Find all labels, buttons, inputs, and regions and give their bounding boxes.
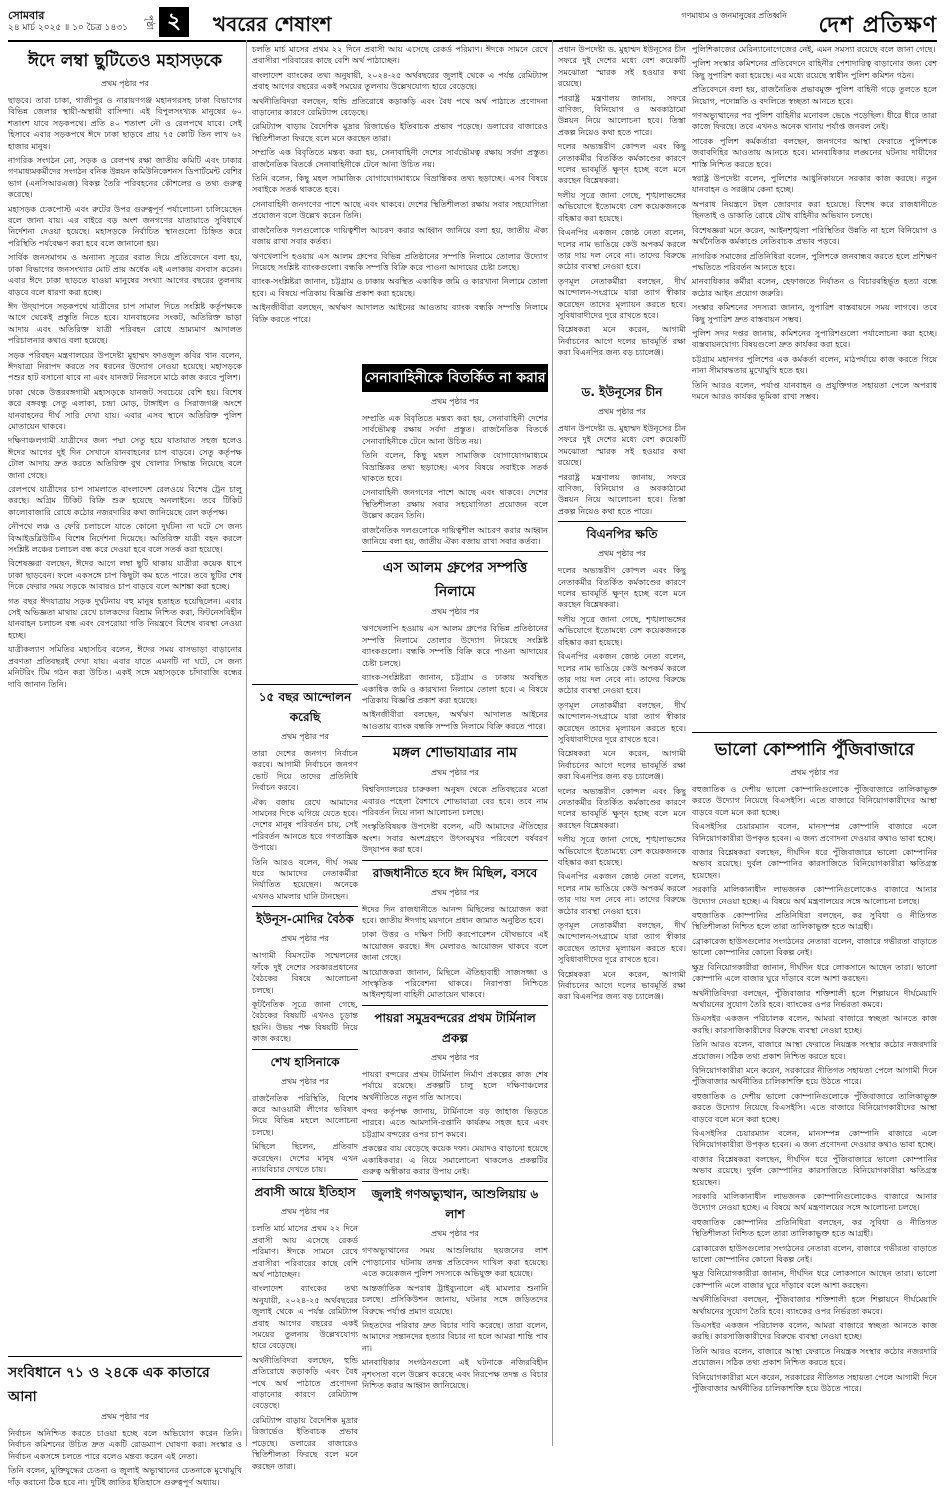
masthead — [8, 6, 937, 42]
masthead-date-text: ২৪ মার্চ ২০২৫ ॥ ১০ চৈত্র ১৪৩১ — [8, 23, 128, 33]
paragraph: পররাষ্ট্র মন্ত্রণালয় জানায়, সফরে বাণিজ্য, বিনিয়োগ ও অবকাঠামো উন্নয়ন নিয়ে আলোচনা হবে। তিস্তা প্রকল্প নিয়েও কথা হতে পারে। — [558, 471, 686, 516]
paragraph: চলতি মার্চ মাসের প্রথম ২২ দিনে প্রবাসী আয় এসেছে রেকর্ড পরিমাণ। ঈদকে সামনে রেখে প্রবাসীরা পরিবারের কাছে বেশি অর্থ পাঠাচ্ছেন। — [252, 44, 548, 66]
byline: প্রথম পৃষ্ঠার পর — [281, 934, 329, 944]
article-body — [362, 1245, 548, 1391]
article-body — [558, 565, 686, 782]
newspaper-logo: দেশ প্রতিক্ষণ — [818, 13, 937, 38]
paragraph: ডিএসইর একজন পরিচালক বলেন, আমরা বাজারে স্বচ্ছতা আনতে কাজ করছি। কারসাজিকারীদের বিরুদ্ধে ব্যবস্থা নেওয়া হচ্ছে। — [692, 1013, 937, 1035]
paragraph: ক্ষুদ্র বিনিয়োগকারীরা জানান, দীর্ঘদিন ধরে লোকসানে আছেন তারা। ভালো কোম্পানি এলে বাজার ঘুরে দাঁড়াবে বলে আশা করছেন। — [692, 961, 937, 984]
headline: পায়রা সমুদ্রবন্দরের প্রথম টার্মিনাল প্রকল্প — [374, 1010, 536, 1045]
paragraph: গত বছর ঈদযাত্রায় সড়ক দুর্ঘটনায় বহু মানুষ হতাহত হয়েছিলেন। এবার সেই অভিজ্ঞতা মাথায় রেখে চালকদের বিশ্রাম নিশ্চিত করা, ফিটনেসবিহীন যানবাহন চলাচল বন্ধ এবং বেপরোয়া গতি নিয়ন্ত্রণে বিশেষ ব্যবস্থা নেওয়া হচ্ছে। — [8, 595, 242, 640]
section-title: খবরের শেষাংশ — [213, 12, 332, 36]
paragraph: পুলিশিকাজের মেরিন্যানোগেজের নেই, এমন সমস্যা রয়েছে বলে জানা গেছে। — [692, 44, 936, 54]
paragraph: সম্প্রতি এক বিবৃতিতে মন্তব্য করা হয়, সেনাবাহিনী দেশের সার্বভৌমত্ব রক্ষায় সর্বদা প্রস্তুত। রাজনৈতিক বিতর্কে সেনাবাহিনীকে টেনে আনা উচিত নয়। — [252, 147, 548, 169]
paragraph: বিএনপির একজন জ্যেষ্ঠ নেতা বলেন, দলের নাম ভাঙিয়ে কেউ অপকর্ম করলে তার দায় দল নেবে না। তাদের বিরুদ্ধে কঠোর ব্যবস্থা নেওয়া হবে। — [558, 871, 686, 916]
masthead-day: সোমবার — [8, 9, 45, 22]
paragraph: তিনি আরও বলেন, পর্যাপ্ত যানবাহন ও প্রযুক্তিগত সহায়তা পেলে অপরাধ দমনে আরও কার্যকর ভূমিকা রাখা সম্ভব। — [692, 379, 937, 401]
byline: প্রথম পৃষ্ঠার পর — [790, 768, 839, 777]
article-s-alam — [362, 551, 548, 732]
byline: প্রথম পৃষ্ঠার পর — [431, 397, 479, 406]
paragraph: রাজনৈতিক দলগুলোকে দায়িত্বশীল আচরণ করার আহ্বান জানিয়ে বলা হয়, জাতীয় ঐক্য বজায় রাখা সবার কর্তব্য। — [362, 524, 548, 547]
paragraph: বন্দর কর্তৃপক্ষ জানায়, টার্মিনালে বড় জাহাজ ভিড়তে পারবে। এতে আমদানি-রপ্তানি কার্যক্রম সহজ হবে এবং চট্টগ্রাম বন্দরের ওপর চাপ কমবে। — [362, 1106, 548, 1139]
article-july — [362, 1181, 548, 1391]
paragraph: আগামী বিমসটেক সম্মেলনের ফাঁকে দুই দেশের সরকারপ্রধানের বৈঠকের বিষয়ে আলোচনা চলছে। — [252, 950, 358, 995]
paragraph: বিশ্লেষকরা মনে করেন, আগামী নির্বাচনের আগে দলের ভাবমূর্তি রক্ষা করা বিএনপির জন্য বড় চ্যালেঞ্জ। — [558, 748, 686, 782]
paragraph: রাজনৈতিক পরিস্থিতি, বিশেষ করে আওয়ামী লীগের ভবিষ্যৎ নিয়ে বিভিন্ন মহলে আলোচনা চলছে। — [252, 1092, 358, 1137]
article-eid-rally — [362, 860, 548, 1001]
byline: প্রথম পৃষ্ঠার পর — [598, 407, 646, 416]
article-body — [692, 44, 937, 402]
paragraph: যাত্রীকল্যাণ সমিতির মহাসচিব বলেন, ঈদের সময় বাসভাড়া বাড়ানোর প্রবণতা প্রতিবছরই দেখা যায়। এবার যাতে এমনটি না ঘটে, সে জন্য মনিটরিং টিম গঠন করা উচিত। একই সঙ্গে মহাসড়কে চাঁদাবাজি বন্ধের দাবি জানান তিনি। — [8, 644, 242, 689]
byline: প্রথম পৃষ্ঠার পর — [431, 768, 479, 778]
headline: মঙ্গল শোভাযাত্রার নাম — [392, 745, 518, 762]
paragraph: ব্যাংক-সংশ্লিষ্টরা জানান, চট্টগ্রাম ও ঢাকায় অবস্থিত একাধিক জমি ও কারখানা নিলামে তোলা হবে। এ বিষয়ে পত্রিকায় বিজ্ঞপ্তি প্রকাশ করা হয়েছে। — [252, 276, 548, 298]
paragraph: দলীয় সূত্রে জানা গেছে, শৃঙ্খলাভঙ্গের অভিযোগে ইতোমধ্যে বেশ কয়েকজনকে বহিষ্কার করা হয়েছে। — [558, 834, 686, 867]
paragraph: ঋণখেলাপি হওয়ায় এস আলম গ্রুপের বিভিন্ন প্রতিষ্ঠানের সম্পত্তি নিলামে তোলার উদ্যোগ নিয়েছে সংশ্লিষ্ট ব্যাংকগুলো। বন্ধকি সম্পত্তি বিক্রি করে পাওনা আদায়ের চেষ্টা চলছে। — [362, 623, 548, 668]
article-remittance — [252, 1179, 358, 1472]
paragraph: বিশেষজ্ঞরা মনে করেন, আইনশৃঙ্খলা পরিস্থিতির উন্নতি না হলে বিনিয়োগ ও অর্থনৈতিক কর্মকাণ্ডে নেতিবাচক প্রভাব পড়বে। — [692, 224, 937, 247]
article-payra — [362, 1005, 548, 1178]
paragraph: ঢাকা উত্তর ও দক্ষিণ সিটি করপোরেশন যৌথভাবে এই আয়োজন করছে। ঈদ মেলারও আয়োজন থাকবে বলে জানা গেছে। — [362, 929, 548, 963]
paragraph: আন্তর্জাতিক অপরাধ ট্রাইব্যুনালে এই মামলার শুনানি চলছে। প্রসিকিউশন জানায়, ঘটনার সঙ্গে জড়িতদের বিরুদ্ধে পর্যাপ্ত প্রমাণ রয়েছে। — [362, 1282, 548, 1316]
headline: ১৫ বছর আন্দোলন করেছি — [258, 690, 352, 724]
paragraph: ব্যাংক-সংশ্লিষ্টরা জানান, চট্টগ্রাম ও ঢাকায় অবস্থিত একাধিক জমি ও কারখানা নিলামে তোলা হবে। এ বিষয়ে পত্রিকায় বিজ্ঞপ্তি প্রকাশ করা হয়েছে। — [362, 672, 548, 705]
article-body — [362, 413, 548, 547]
column-divider — [246, 40, 247, 1446]
article-body — [692, 1091, 937, 1395]
paragraph: সেনাবাহিনী জনগণের পাশে আছে এবং থাকবে। দেশের স্থিতিশীলতা রক্ষায় সবার সহযোগিতা প্রয়োজন বলে উল্লেখ করেন তিনি। — [362, 487, 548, 521]
paragraph: বাজার বিশ্লেষকরা বলছেন, দীর্ঘদিন ধরে পুঁজিবাজারে ভালো কোম্পানির অভাব রয়েছে। দুর্বল কোম্পানির কারসাজিতে বিনিয়োগকারীরা ক্ষতিগ্রস্ত হয়েছেন। — [692, 847, 937, 880]
page-label: পৃষ্ঠা — [144, 14, 154, 30]
paragraph: তৃণমূল নেতাকর্মীরা বলছেন, দীর্ঘ আন্দোলন-সংগ্রামে যারা ত্যাগ স্বীকার করেছেন তাদের মূল্যায়ন করতে হবে। সুবিধাবাদীদের দূরে রাখতে হবে। — [558, 920, 686, 965]
paragraph: নৌপথে লঞ্চ ও ফেরি চলাচলে যাতে কোনো দুর্ঘটনা না ঘটে সে জন্য বিআইডব্লিউটিএ বিশেষ নির্দেশনা দিয়েছে। অতিরিক্ত যাত্রী বহন করলে সংশ্লিষ্ট লঞ্চের চলাচল বন্ধ করে দেওয়া হবে বলে সতর্ক করা হয়েছে। — [8, 521, 242, 555]
column-right — [692, 44, 937, 1444]
paragraph: সরকারি মালিকানাধীন লাভজনক কোম্পানিগুলোকেও বাজারে আনার উদ্যোগ নেওয়া হচ্ছে। এ বিষয়ে অর্থ মন্ত্রণালয়ের সঙ্গে আলোচনা চলছে। — [692, 1191, 937, 1213]
paragraph: আয়োজকরা জানান, মিছিলে ঐতিহ্যবাহী সাজসজ্জা ও সাংস্কৃতিক পরিবেশনা থাকবে। নিরাপত্তা নিশ্চিতে আইনশৃঙ্খলা বাহিনী মোতায়েন থাকবে। — [362, 966, 548, 1000]
article-police — [692, 44, 937, 402]
paragraph: অপরাধ নিয়ন্ত্রণে টহল জোরদার করা হয়েছে। বিশেষ করে রাজধানীতে ছিনতাই ও ডাকাতি রোধে যৌথ বাহিনীর অভিযান চলছে। — [692, 198, 937, 221]
paragraph: প্রকল্পের ব্যয় বেড়েছে কয়েক দফা। মেয়াদও বাড়ানো হয়েছে একাধিকবার। এ নিয়ে সমালোচনা থাকলেও প্রকল্পটির গুরুত্ব অস্বীকার করার উপায় নেই। — [362, 1143, 548, 1177]
paragraph: নিহতদের পরিবার দ্রুত বিচার দাবি করেছে। তারা বলেন, আমাদের সন্তানদের হত্যার বিচার না হলে আমরা শান্তি পাব না। — [362, 1319, 548, 1353]
paragraph: দক্ষিণাঞ্চলগামী যাত্রীদের জন্য পদ্মা সেতু হয়ে যাতায়াত সহজ হলেও ঈদের আগের দুই দিন সেখানে যানবাহনের চাপ বাড়বে। সেতু কর্তৃপক্ষ টোল আদায় দ্রুত করতে অতিরিক্ত বুথ খোলার সিদ্ধান্ত নিয়েছে বলে জানা গেছে। — [8, 435, 242, 480]
article-body — [558, 786, 686, 1003]
article-constitution — [8, 1361, 242, 1488]
paragraph: পুলিশ সদর দপ্তর জানায়, কমিশনের সুপারিশগুলো পর্যালোচনা করা হচ্ছে। বাস্তবায়নযোগ্য বিষয়গুলো দ্রুত কার্যকর করা হবে। — [692, 327, 937, 350]
paragraph: সেনাবাহিনী জনগণের পাশে আছে এবং থাকবে। দেশের স্থিতিশীলতা রক্ষায় সবার সহযোগিতা প্রয়োজন বলে উল্লেখ করেন তিনি। — [252, 198, 548, 221]
headline: সেনাবাহিনীকে বিতর্কিত না করার — [362, 364, 548, 392]
paragraph: ঈদ উদ্‌যাপনে সড়কপথে যাত্রীদের চাপ সামাল দিতে সংশ্লিষ্ট কর্তৃপক্ষকে আগে থেকেই প্রস্তুতি নিতে হবে। যানবাহনের সংকট, অতিরিক্ত ভাড়া আদায় এবং অতিরিক্ত যাত্রী পরিবহন রোধে ভ্রাম্যমাণ আদালত পরিচালনার কথাও বলা হয়েছে। — [8, 300, 242, 346]
paragraph: পররাষ্ট্র মন্ত্রণালয় জানায়, সফরে বাণিজ্য, বিনিয়োগ ও অবকাঠামো উন্নয়ন নিয়ে আলোচনা হবে। তিস্তা প্রকল্প নিয়েও কথা হতে পারে। — [558, 92, 686, 137]
paragraph: অর্থনীতিবিদরা বলছেন, পুঁজিবাজার শক্তিশালী হলে শিল্পায়নে দীর্ঘমেয়াদি অর্থায়নের সুযোগ তৈরি হবে। ব্যাংকের ওপর নির্ভরতা কমবে। — [692, 1294, 937, 1316]
paragraph: মানবাধিকার সংগঠনগুলো এই ঘটনাকে নজিরবিহীন নৃশংসতা বলে উল্লেখ করেছে এবং নিরপেক্ষ তদন্ত ও বিচার নিশ্চিত করার আহ্বান জানিয়েছে। — [362, 1357, 548, 1390]
paragraph: বিএনপির একজন জ্যেষ্ঠ নেতা বলেন, দলের নাম ভাঙিয়ে কেউ অপকর্ম করলে তার দায় দল নেবে না। তাদের বিরুদ্ধে কঠোর ব্যবস্থা নেওয়া হবে। — [558, 227, 686, 272]
paragraph: ছাড়বে। তারা চাকা, গাজীপুর ও নারায়ণগঞ্জ মহানগরসহ ঢাকা বিভাগের বিভিন্ন জেলার স্থায়ী-অস্থায়ী বাসিন্দা। এই বিপুলসংখ্যক মানুষের ৬০ শতাংশ যাবে সড়কপথে। প্রতি ৪০ শতাংশ নৌ ও রেলপথে যাবে। সেই হিসাবে এবার সড়কপথে ঈদে ঢাকা ছাড়বে প্রায় ৭৫ কোটি তিন লাখ ৬২ হাজার মানুষ। — [8, 95, 242, 151]
paragraph: বিনিয়োগকারীরা মনে করেন, সরকারের নীতিগত সহায়তা পেলে আগামী দিনে পুঁজিবাজার অর্থনীতির চালিকাশক্তি হয়ে উঠতে পারে। — [692, 1064, 937, 1087]
article-body — [558, 423, 686, 517]
page-number: ২ — [159, 7, 189, 37]
column-right-narrow-top — [558, 44, 686, 384]
paragraph: দলের অভ্যন্তরীণ কোন্দল এবং কিছু নেতাকর্মীর বিতর্কিত কর্মকাণ্ডের কারণে দলের ভাবমূর্তি ক্ষুণ্ন হচ্ছে বলে মনে করছেন বিশ্লেষকরা। — [558, 785, 686, 830]
paragraph: অর্থনীতিবিদরা বলছেন, পুঁজিবাজার শক্তিশালী হলে শিল্পায়নে দীর্ঘমেয়াদি অর্থায়নের সুযোগ তৈরি হবে। ব্যাংকের ওপর নির্ভরতা কমবে। — [692, 987, 937, 1009]
paragraph: পায়রা বন্দরের প্রথম টার্মিনাল নির্মাণ প্রকল্পের কাজ শেষ পর্যায়ে রয়েছে। প্রকল্পটি চালু হলে দক্ষিণাঞ্চলের অর্থনীতিতে নতুন গতি আসবে। — [362, 1068, 548, 1102]
article-eid — [8, 48, 242, 690]
headline: ভালো কোম্পানি পুঁজিবাজারে — [714, 740, 915, 760]
article-body — [252, 251, 548, 325]
byline: প্রথম পৃষ্ঠার পর — [431, 1052, 479, 1062]
paragraph: সাবেক পুলিশ কর্মকর্তারা বলছেন, জনগণের আস্থা ফেরাতে পুলিশকে জবাবদিহির আওতায় আনতে হবে। মানবাধিকার লঙ্ঘনের ঘটনায় দায়ীদের শাস্তি নিশ্চিত করতে হবে। — [692, 135, 937, 169]
article-bnp — [558, 521, 686, 1003]
paragraph: চট্টগ্রাম মহানগর পুলিশের এক কর্মকর্তা বলেন, মাঠপর্যায়ে কাজ করতে গিয়ে নানা সীমাবদ্ধতার মুখোমুখি হতে হয়। — [692, 353, 937, 376]
article-body — [362, 623, 548, 732]
article-body — [252, 748, 358, 902]
paragraph: তিনি আরও বলেন, বাজারে আস্থা ফেরাতে নিয়ন্ত্রক সংস্থার কঠোর নজরদারি প্রয়োজন। সঠিক তথ্য প্রকাশ নিশ্চিত করতে হবে। — [692, 1345, 937, 1368]
paragraph: দলীয় সূত্রে জানা গেছে, শৃঙ্খলাভঙ্গের অভিযোগে ইতোমধ্যে বেশ কয়েকজনকে বহিষ্কার করা হয়েছে। — [558, 613, 686, 647]
paragraph: তিনি আরও বলেন, দীর্ঘ সময় ধরে আমাদের নেতাকর্মীরা নির্যাতিত হয়েছেন। অনেকে এখনও মামলার ঘানি টানছেন। — [252, 856, 358, 901]
paragraph: তিনি বলেন, কিছু মহল সামাজিক যোগাযোগমাধ্যমে বিভ্রান্তিকর তথ্য ছড়াচ্ছে। এসব বিষয়ে সবাইকে সতর্ক থাকতে হবে। — [362, 450, 548, 484]
article-body — [252, 147, 548, 247]
byline: প্রথম পৃষ্ঠার পর — [431, 887, 479, 897]
paragraph: নির্বাচন অনিশ্চিত করতে চাওয়া হচ্ছে বলে অভিযোগ করেন তিনি। নির্বাচন কমিশনের উচিত দ্রুত একটি রোডম্যাপ ঘোষণা করা। সংস্কার ও নির্বাচন একসঙ্গে চলতে পারে বলেও মন্তব্য করেন এই নেতা। — [8, 1428, 242, 1461]
paragraph: তৃণমূল নেতাকর্মীরা বলছেন, দীর্ঘ আন্দোলন-সংগ্রামে যারা ত্যাগ স্বীকার করেছেন তাদের মূল্যায়ন করতে হবে। সুবিধাবাদীদের দূরে রাখতে হবে। — [558, 275, 686, 320]
article-body — [362, 904, 548, 1001]
paragraph: তৃণমূল নেতাকর্মীরা বলছেন, দীর্ঘ আন্দোলন-সংগ্রামে যারা ত্যাগ স্বীকার করেছেন তাদের মূল্যায়ন করতে হবে। সুবিধাবাদীদের দূরে রাখতে হবে। — [558, 699, 686, 744]
paragraph: স্বরাষ্ট্র উপদেষ্টা বলেন, পুলিশের আধুনিকায়নে সরকার কাজ করছে। নতুন যানবাহন ও সরঞ্জাম কেনা হচ্ছে। — [692, 173, 937, 195]
paragraph: বিশ্লেষকরা মনে করেন, আগামী নির্বাচনের আগে দলের ভাবমূর্তি রক্ষা করা বিএনপির জন্য বড় চ্যালেঞ্জ। — [558, 968, 686, 1002]
paragraph: রাজনৈতিক দলগুলোকে দায়িত্বশীল আচরণ করার আহ্বান জানিয়ে বলা হয়, জাতীয় ঐক্য বজায় রাখা সবার কর্তব্য। — [252, 224, 548, 247]
article-body — [692, 784, 937, 1088]
paragraph: তিনি আরও বলেন, বাজারে আস্থা ফেরাতে নিয়ন্ত্রক সংস্থার কঠোর নজরদারি প্রয়োজন। সঠিক তথ্য প্রকাশ নিশ্চিত করতে হবে। — [692, 1039, 937, 1061]
headline: ড. ইউনূসের চীন — [581, 385, 663, 399]
paragraph: দলের অভ্যন্তরীণ কোন্দল এবং কিছু নেতাকর্মীর বিতর্কিত কর্মকাণ্ডের কারণে দলের ভাবমূর্তি ক্ষুণ্ন হচ্ছে বলে মনে করছেন বিশ্লেষকরা। — [558, 141, 686, 186]
paragraph: রেমিট্যান্স বাড়ায় বৈদেশিক মুদ্রার রিজার্ভেও ইতিবাচক প্রভাব পড়েছে। ডলারের বাজারেও স্থিতিশীলতা ফিরছে বলে মনে করছেন তারা। — [252, 121, 548, 143]
article-body — [252, 1093, 358, 1176]
article-yunus-modi — [252, 906, 358, 1044]
column-mid-right — [362, 360, 548, 1444]
paragraph: সরকারি মালিকানাধীন লাভজনক কোম্পানিগুলোকেও বাজারে আনার উদ্যোগ নেওয়া হচ্ছে। এ বিষয়ে অর্থ মন্ত্রণালয়ের সঙ্গে আলোচনা চলছে। — [692, 884, 937, 906]
paragraph: মানবাধিকার কর্মীরা বলেন, হেফাজতে নির্যাতন ও বিচারবহির্ভূত হত্যা বন্ধে কঠোর আইন প্রয়োগ জরুরি। — [692, 276, 937, 298]
byline: প্রথম পৃষ্ঠার পর — [431, 607, 479, 617]
headline: সংবিধানে ৭১ ও ২৪কে এক কাতারে আনা — [8, 1365, 210, 1405]
paragraph: বহুজাতিক কোম্পানির প্রতিনিধিরা বলছেন, কর সুবিধা ও নীতিগত স্থিতিশীলতা নিশ্চিত হলে তারা তালিকাভুক্ত হতে আগ্রহী। — [692, 910, 937, 932]
article-army — [362, 364, 548, 547]
paragraph: রেমিট্যান্স বাড়ায় বৈদেশিক মুদ্রার রিজার্ভেও ইতিবাচক প্রভাব পড়েছে। ডলারের বাজারেও স্থিতিশীলতা ফিরছে বলে মনে করছেন তারা। — [252, 1414, 358, 1471]
paragraph: ঢাকা থেকে উত্তরবঙ্গগামী মহাসড়কে যানজট সবচেয়ে বেশি হয়। বিশেষ করে বঙ্গবন্ধু সেতু এলাকা, চন্দ্রা মোড়, টাঙ্গাইল ও সিরাজগঞ্জ অংশে যানবাহনের দীর্ঘ সারি দেখা যায়। এবার এসব স্থানে অতিরিক্ত পুলিশ মোতায়েন থাকবে। — [8, 386, 242, 431]
byline: প্রথম পৃষ্ঠার পর — [598, 549, 646, 559]
paragraph: বহুজাতিক ও দেশীয় ভালো কোম্পানিগুলোকে পুঁজিবাজারে তালিকাভুক্ত করতে উদ্যোগ নিয়েছে বিএসইসি। এতে বাজারে বিনিয়োগকারীদের আস্থা বাড়বে বলে মনে করা হচ্ছে। — [692, 1090, 937, 1124]
paragraph: বহুজাতিক কোম্পানির প্রতিনিধিরা বলছেন, কর সুবিধা ও নীতিগত স্থিতিশীলতা নিশ্চিত হলে তারা তালিকাভুক্ত হতে আগ্রহী। — [692, 1216, 937, 1239]
paragraph: নাগরিক সংগঠন নো, সড়ক ও রেলপথ রক্ষা জাতীয় কমিটি এবং ঢাকার গণমাধ্যমকর্মীদের সংগঠন বনিক উন্নয়ন কমিউনিকেশনস ডিপার্টমেন্ট বেশির ভাগ (এনসিআরএজ) বিকল্প তৈরি পরিবহনের কৌশলের ও তথ্য গুরুত্ব করেছে। — [8, 155, 242, 200]
paragraph: বিশ্ববিদ্যালয়ের চারুকলা অনুষদ থেকে প্রতিবছরের মতো এবারও পহেলা বৈশাখে শোভাযাত্রা বের হবে। তবে নাম পরিবর্তন নিয়ে নানা আলোচনা চলছে। — [362, 784, 548, 817]
headline: ইউনূস-মোদির বৈঠক — [256, 912, 354, 927]
paragraph: গণঅভ্যুত্থানের পর পুলিশ বাহিনীর মনোবল ভেঙে পড়েছিল। ধীরে ধীরে তারা কাজে ফিরছে। তবে এখনও অনেক থানায় পর্যাপ্ত জনবল নেই। — [692, 110, 937, 132]
byline: প্রথম পৃষ্ঠার পর — [431, 1229, 479, 1239]
headline: ঈদে লম্বা ছুটিতেও মহাসড়কে — [27, 51, 223, 71]
paragraph: সম্প্রতি এক বিবৃতিতে মন্তব্য করা হয়, সেনাবাহিনী দেশের সার্বভৌমত্ব রক্ষায় সর্বদা প্রস্তুত। রাজনৈতিক বিতর্কে সেনাবাহিনীকে টেনে আনা উচিত নয়। — [362, 413, 548, 446]
paragraph: সংস্কার কমিশনের সদস্যরা জানান, সুপারিশ বাস্তবায়নে সময় লাগবে। তবে কিছু সুপারিশ দ্রুত বাস্তবায়ন সম্ভব। — [692, 302, 937, 324]
headline: এস আলম গ্রুপের সম্পত্তি নিলামে — [382, 560, 528, 601]
column-divider — [552, 40, 553, 1446]
masthead-tagline: গণমাধ্যম ও জনমানুষের প্রতিধ্বনি — [681, 11, 787, 20]
article-youth — [252, 684, 358, 902]
paragraph: মহাসড়ক চেকপোস্ট এবং রুটের উপর গুরুত্বপূর্ণ পর্যালোচনা চালিয়েছেন বলে জানা যায়। এর বাইরে বড় অংশ জনগণের যাতায়াতে সুবিধার্থে নির্দেশনা দেওয়া হয়েছে। মহাসড়কে নির্বাচিত স্থানগুলো চিহ্নিত করে পরিস্থিতি পর্যবেক্ষণ করা হবে বলে জানানো হয়। — [8, 203, 242, 248]
paragraph: বাংলাদেশ ব্যাংকের তথ্য অনুযায়ী, ২০২৪-২৫ অর্থবছরের জুলাই থেকে এ পর্যন্ত রেমিট্যান্স প্রবাহ আগের বছরের একই সময়ের তুলনায় উল্লেখযোগ্য হারে বেড়েছে। — [252, 69, 548, 92]
paragraph: পুলিশ সংস্কার কমিশনের প্রতিবেদনে বাহিনীর পেশাদারিত্ব বাড়ানোর জন্য বেশ কিছু সুপারিশ করা হয়েছে। এর মধ্যে রয়েছে স্বাধীন পুলিশ কমিশন গঠন। — [692, 58, 937, 80]
byline: প্রথম পৃষ্ঠার পর — [281, 1076, 329, 1086]
paragraph: বহুজাতিক ও দেশীয় ভালো কোম্পানিগুলোকে পুঁজিবাজারে তালিকাভুক্ত করতে উদ্যোগ নিয়েছে বিএসইসি। এতে বাজারে বিনিয়োগকারীদের আস্থা বাড়বে বলে মনে করা হচ্ছে। — [692, 784, 937, 817]
paragraph: আইনজীবীরা বলছেন, অর্থঋণ আদালত আইনের আওতায় ব্যাংক বন্ধকি সম্পত্তি নিলামে বিক্রি করতে পারে। — [362, 709, 548, 731]
paragraph: বিএসইসির চেয়ারম্যান বলেন, মানসম্পন্ন কোম্পানি বাজারে এলে বিনিয়োগকারীরা উপকৃত হবেন। এ জন্য প্রণোদনা দেওয়ার কথাও ভাবা হচ্ছে। — [692, 1127, 937, 1150]
paragraph: অর্থনীতিবিদরা বলছেন, হুন্ডি প্রতিরোধে কড়াকড়ি এবং বৈধ পথে অর্থ পাঠাতে প্রণোদনা বাড়ানোর কারণে রেমিট্যান্স বেড়েছে। — [252, 1354, 358, 1411]
paragraph: বাজার বিশ্লেষকরা বলছেন, দীর্ঘদিন ধরে পুঁজিবাজারে ভালো কোম্পানির অভাব রয়েছে। দুর্বল কোম্পানির কারসাজিতে বিনিয়োগকারীরা ক্ষতিগ্রস্ত হয়েছেন। — [692, 1153, 937, 1187]
article-body — [252, 950, 358, 1044]
paragraph: ব্রোকারেজ হাউসগুলোর সংগঠনের নেতারা বলেন, বাজারে গভীরতা বাড়াতে ভালো কোম্পানির কোনো বিকল্প নেই। — [692, 935, 937, 958]
paragraph: আইনজীবীরা বলছেন, অর্থঋণ আদালত আইনের আওতায় ব্যাংক বন্ধকি সম্পত্তি নিলামে বিক্রি করতে পারে। — [252, 302, 548, 324]
column-left-bottom — [8, 1352, 242, 1487]
article-body — [558, 141, 686, 358]
paragraph: রেলপথে যাত্রীদের চাপ সামলাতে বাংলাদেশ রেলওয়ে বিশেষ ট্রেন চালু করছে। অগ্রিম টিকিট বিক্রি শুরু হয়েছে অনলাইনে। তবে টিকিট কালোবাজারি রোধে কঠোর নজরদারির কথা জানিয়েছে রেল কর্তৃপক্ষ। — [8, 484, 242, 517]
byline: প্রথম পৃষ্ঠার পর — [281, 732, 329, 741]
paragraph: সড়ক পরিবহন মন্ত্রণালয়ের উপদেষ্টা মুহাম্মদ ফাওজুল কবির খান বলেন, ঈদযাত্রা নিরাপদ করতে সব ধরনের উদ্যোগ নেওয়া হয়েছে। মহাসড়কে পশুর হাট বসানো যাবে না এবং যানজট নিরসনে মাঠে কাজ করবে পুলিশ। — [8, 349, 242, 383]
paragraph: মিছিলে ছিলেন, প্রতিবাদ করেছেন। দেশের মানুষ এখন ন্যায়বিচার দেখতে চায়। — [252, 1141, 358, 1174]
paragraph: চলতি মার্চ মাসের প্রথম ২২ দিনে প্রবাসী আয় এসেছে রেকর্ড পরিমাণ। ঈদকে সামনে রেখে প্রবাসীরা পরিবারের কাছে বেশি অর্থ পাঠাচ্ছেন। — [252, 1223, 358, 1279]
paragraph: নাগরিক সমাজের প্রতিনিধিরা বলেন, পুলিশকে জনবান্ধব করতে হলে প্রশিক্ষণ পদ্ধতিতে পরিবর্তন আনতে হবে। — [692, 250, 937, 272]
byline: প্রথম পৃষ্ঠার পর — [101, 79, 149, 88]
paragraph: ব্রোকারেজ হাউসগুলোর সংগঠনের নেতারা বলেন, বাজারে গভীরতা বাড়াতে ভালো কোম্পানির কোনো বিকল্প নেই। — [692, 1242, 937, 1265]
headline: জুলাই গণঅভ্যুত্থান, আশুলিয়ায় ৬ লাশ — [371, 1187, 539, 1222]
paragraph: বাংলাদেশ ব্যাংকের তথ্য অনুযায়ী, ২০২৪-২৫ অর্থবছরের জুলাই থেকে এ পর্যন্ত রেমিট্যান্স প্রবাহ আগের বছরের একই সময়ের তুলনায় উল্লেখযোগ্য হারে বেড়েছে। — [252, 1283, 358, 1351]
page-number-badge — [142, 6, 189, 38]
masthead-date — [8, 10, 138, 34]
article-body — [558, 44, 686, 138]
paragraph: প্রধান উপদেষ্টা ড. মুহাম্মদ ইউনূসের চীন সফরে দুই দেশের মধ্যে বেশ কয়েকটি সমঝোতা স্মারক সই হওয়ার কথা রয়েছে। — [558, 44, 686, 89]
article-body — [362, 1069, 548, 1178]
paragraph: দলের অভ্যন্তরীণ কোন্দল এবং কিছু নেতাকর্মীর বিতর্কিত কর্মকাণ্ডের কারণে দলের ভাবমূর্তি ক্ষুণ্ন হচ্ছে বলে মনে করছেন বিশ্লেষকরা। — [558, 565, 686, 610]
paragraph: সংস্কৃতিবিষয়ক উপদেষ্টা বলেন, এটি আমাদের ঐতিহ্যের অংশ। সবার অংশগ্রহণে উৎসবমুখর পরিবেশে বর্ষবরণ উদ্‌যাপন করা হবে। — [362, 821, 548, 855]
paragraph: গণঅভ্যুত্থানের সময় আশুলিয়ায় ছয়জনের লাশ পোড়ানোর ঘটনায় তদন্ত প্রতিবেদন দাখিল করা হয়েছে। এতে কয়েকজন পুলিশ সদস্যকে অভিযুক্ত করা হয়েছে। — [362, 1245, 548, 1279]
article-body — [8, 95, 242, 690]
headline: রাজধানীতে হবে ঈদ মিছিল, বসবে — [372, 865, 538, 880]
paragraph: বিএনপির একজন জ্যেষ্ঠ নেতা বলেন, দলের নাম ভাঙিয়ে কেউ অপকর্ম করলে তার দায় দল নেবে না। তাদের বিরুদ্ধে কঠোর ব্যবস্থা নেওয়া হবে। — [558, 651, 686, 696]
paragraph: ঐক্য বজায় রেখে আমাদের সামনের দিকে এগিয়ে যেতে হবে। দেশের মানুষ পরিবর্তন চায়, সেই পরিবর্তন আনতে হবে গণতান্ত্রিক উপায়ে। — [252, 796, 358, 853]
paragraph: তিনি বলেন, কিছু মহল সামাজিক যোগাযোগমাধ্যমে বিভ্রান্তিকর তথ্য ছড়াচ্ছে। এসব বিষয়ে সবাইকে সতর্ক থাকতে হবে। — [252, 173, 548, 195]
paragraph: বিশ্লেষকরা মনে করেন, আগামী নির্বাচনের আগে দলের ভাবমূর্তি রক্ষা করা বিএনপির জন্য বড় চ্যালেঞ্জ। — [558, 324, 686, 358]
article-body — [252, 44, 548, 144]
paragraph: ডিএসইর একজন পরিচালক বলেন, আমরা বাজারে স্বচ্ছতা আনতে কাজ করছি। কারসাজিকারীদের বিরুদ্ধে ব্যবস্থা নেওয়া হচ্ছে। — [692, 1320, 937, 1342]
paragraph: বিএসইসির চেয়ারম্যান বলেন, মানসম্পন্ন কোম্পানি বাজারে এলে বিনিয়োগকারীরা উপকৃত হবেন। এ জন্য প্রণোদনা দেওয়ার কথাও ভাবা হচ্ছে। — [692, 821, 937, 843]
article-procession — [362, 736, 548, 855]
paragraph: অর্থনীতিবিদরা বলছেন, হুন্ডি প্রতিরোধে কড়াকড়ি এবং বৈধ পথে অর্থ পাঠাতে প্রণোদনা বাড়ানোর কারণে রেমিট্যান্স বেড়েছে। — [252, 95, 548, 118]
paragraph: তিনি বলেন, মুক্তিযুদ্ধের চেতনা ও জুলাই অভ্যুত্থানের চেতনাকে মুখোমুখি দাঁড় করানো ঠিক হবে না। দুটিই জাতির ইতিহাসে গুরুত্বপূর্ণ অধ্যায়। — [8, 1465, 242, 1487]
paragraph: প্রতিবেদনে বলা হয়, রাজনৈতিক প্রভাবমুক্ত পুলিশ বাহিনী গড়ে তুলতে হলে নিয়োগ, পদোন্নতি ও বদলিতে স্বচ্ছতা আনতে হবে। — [692, 84, 937, 106]
byline: প্রথম পৃষ্ঠার পর — [281, 1207, 329, 1217]
article-china — [558, 384, 686, 517]
paragraph: ঈদের দিন রাজধানীতে আনন্দ মিছিলের আয়োজন করা হবে। জাতীয় ঈদগাহ ময়দানে প্রধান জামাত অনুষ্ঠিত হবে। — [362, 903, 548, 925]
column-left — [8, 44, 242, 1444]
byline: প্রথম পৃষ্ঠার পর — [101, 1412, 149, 1421]
paragraph: তারা দেশের জনগণ নির্বাচন করবে। আগামী নির্বাচনে জনগণ ভোট দিয়ে তাদের প্রতিনিধি নির্বাচন করবে। — [252, 748, 358, 793]
paragraph: বিশেষজ্ঞরা বলছেন, ঈদের আগে লম্বা ছুটি থাকায় যাত্রীরা কয়েক ধাপে ঢাকা ছাড়বেন। ফলে একসঙ্গে চাপ কিছুটা কম হতে পারে। তবে ছুটির শেষ দিকে ফেরার সময় সড়কে আবারও চাপ বাড়বে বলে আশঙ্কা করা হচ্ছে। — [8, 558, 242, 592]
paragraph: ক্ষুদ্র বিনিয়োগকারীরা জানান, দীর্ঘদিন ধরে লোকসানে আছেন তারা। ভালো কোম্পানি এলে বাজার ঘুরে দাঁড়াবে বলে আশা করছেন। — [692, 1268, 937, 1290]
paragraph: দলীয় সূত্রে জানা গেছে, শৃঙ্খলাভঙ্গের অভিযোগে ইতোমধ্যে বেশ কয়েকজনকে বহিষ্কার করা হয়েছে। — [558, 189, 686, 223]
paragraph: ঋণখেলাপি হওয়ায় এস আলম গ্রুপের বিভিন্ন প্রতিষ্ঠানের সম্পত্তি নিলামে তোলার উদ্যোগ নিয়েছে সংশ্লিষ্ট ব্যাংকগুলো। বন্ধকি সম্পত্তি বিক্রি করে পাওনা আদায়ের চেষ্টা চলছে। — [252, 250, 548, 272]
article-body — [8, 1428, 242, 1488]
paragraph: বিনিয়োগকারীরা মনে করেন, সরকারের নীতিগত সহায়তা পেলে আগামী দিনে পুঁজিবাজার অর্থনীতির চালিকাশক্তি হয়ে উঠতে পারে। — [692, 1371, 937, 1394]
article-hasina — [252, 1049, 358, 1176]
article-body — [362, 784, 548, 855]
paragraph: সার্বিক জনসমাগম ও অন্যান্য সূত্রের বরাত দিয়ে প্রতিবেদনে বলা হয়, ঢাকা বিভাগের জনসংখ্যার মোট প্রায় অর্ধেক এই এলাকায় বসবাস করেন। এবার ঈদে ঢাকা ছাড়তে যাওয়া মানুষের সংখ্যা আগের বছরের তুলনায় বাড়বে বলে ধারণা করা হচ্ছে। — [8, 252, 242, 297]
article-market — [692, 728, 937, 1398]
paragraph: কূটনৈতিক সূত্রে জানা গেছে, বৈঠকের বিষয়টি এখনও চূড়ান্ত হয়নি। উভয় পক্ষ বিষয়টি নিয়ে কাজ করছে। — [252, 998, 358, 1044]
headline: বিএনপির ক্ষতি — [586, 527, 658, 542]
headline: প্রবাসী আয়ে ইতিহাস — [254, 1185, 356, 1200]
article-body — [252, 1223, 358, 1472]
headline: শেখ হাসিনাকে — [270, 1054, 340, 1069]
paragraph: প্রধান উপদেষ্টা ড. মুহাম্মদ ইউনূসের চীন সফরে দুই দেশের মধ্যে বেশ কয়েকটি সমঝোতা স্মারক সই হওয়ার কথা রয়েছে। — [558, 423, 686, 468]
